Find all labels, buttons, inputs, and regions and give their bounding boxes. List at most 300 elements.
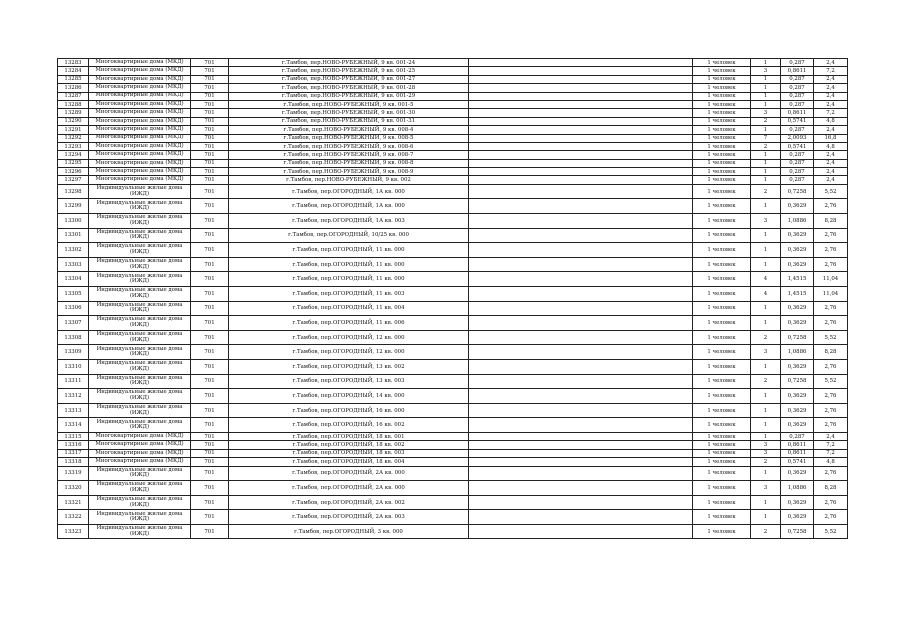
- volume-cell: 2,4: [814, 151, 848, 159]
- volume-cell: 8,28: [814, 481, 848, 496]
- volume-cell: 2,76: [814, 257, 848, 272]
- unit-cell: 1 человек: [693, 418, 751, 433]
- service-code-cell: 701: [191, 359, 229, 374]
- volume-cell: 4,8: [814, 117, 848, 125]
- norm-cell: 0,5741: [781, 458, 814, 466]
- record-id-cell: 13323: [58, 524, 89, 539]
- record-id-cell: 13313: [58, 403, 89, 418]
- empty-cell: [469, 374, 693, 389]
- norm-cell: 0,287: [781, 126, 814, 134]
- volume-cell: 2,76: [814, 243, 848, 258]
- volume-cell: 8,28: [814, 214, 848, 229]
- norm-cell: 0,8611: [781, 449, 814, 457]
- service-code-cell: 701: [191, 67, 229, 75]
- volume-cell: 2,76: [814, 403, 848, 418]
- persons-count-cell: 1: [751, 199, 781, 214]
- volume-cell: 2,4: [814, 84, 848, 92]
- record-id-cell: 13318: [58, 458, 89, 466]
- norm-cell: 0,287: [781, 75, 814, 83]
- table-row: [58, 168, 848, 176]
- persons-count-cell: 1: [751, 228, 781, 243]
- persons-count-cell: 1: [751, 92, 781, 100]
- table-row: [58, 510, 848, 525]
- record-id-cell: 13289: [58, 109, 89, 117]
- address-cell: г.Тамбов, пер.ОГОРОДНЫЙ, 18 кв. 002: [229, 441, 469, 449]
- address-cell: г.Тамбов, пер.НОВО-РУБЕЖНЫЙ, 9 кв. 008-5: [229, 134, 469, 142]
- service-code-cell: 701: [191, 481, 229, 496]
- empty-cell: [469, 142, 693, 150]
- record-id-cell: 13322: [58, 510, 89, 525]
- empty-cell: [469, 316, 693, 331]
- volume-cell: 2,76: [814, 466, 848, 481]
- volume-cell: 2,76: [814, 359, 848, 374]
- unit-cell: 1 человек: [693, 214, 751, 229]
- record-id-cell: 13297: [58, 176, 89, 184]
- empty-cell: [469, 59, 693, 67]
- persons-count-cell: 1: [751, 495, 781, 510]
- table-row: [58, 389, 848, 404]
- address-cell: г.Тамбов, пер.НОВО-РУБЕЖНЫЙ, 9 кв. 001-29: [229, 92, 469, 100]
- service-code-cell: 701: [191, 134, 229, 142]
- table-row: [58, 495, 848, 510]
- table-row: [58, 59, 848, 67]
- volume-cell: 5,52: [814, 524, 848, 539]
- volume-cell: 2,76: [814, 228, 848, 243]
- table-row: [58, 287, 848, 302]
- persons-count-cell: 1: [751, 159, 781, 167]
- volume-cell: 5,52: [814, 374, 848, 389]
- building-type-cell: Индивидуальные жилые дома (ИЖД): [89, 481, 191, 496]
- empty-cell: [469, 257, 693, 272]
- persons-count-cell: 3: [751, 214, 781, 229]
- persons-count-cell: 2: [751, 184, 781, 199]
- unit-cell: 1 человек: [693, 389, 751, 404]
- address-cell: г.Тамбов, пер.ОГОРОДНЫЙ, 16 кв. 002: [229, 418, 469, 433]
- unit-cell: 1 человек: [693, 374, 751, 389]
- unit-cell: 1 человек: [693, 67, 751, 75]
- persons-count-cell: 3: [751, 481, 781, 496]
- unit-cell: 1 человек: [693, 142, 751, 150]
- building-type-cell: Индивидуальные жилые дома (ИЖД): [89, 272, 191, 287]
- persons-count-cell: 1: [751, 75, 781, 83]
- address-cell: г.Тамбов, пер.НОВО-РУБЕЖНЫЙ, 9 кв. 001-27: [229, 75, 469, 83]
- service-code-cell: 701: [191, 84, 229, 92]
- record-id-cell: 13305: [58, 287, 89, 302]
- building-type-cell: Многоквартирные дома (МКД): [89, 75, 191, 83]
- volume-cell: 11,04: [814, 272, 848, 287]
- table-row: [58, 117, 848, 125]
- persons-count-cell: 1: [751, 389, 781, 404]
- building-type-cell: Многоквартирные дома (МКД): [89, 59, 191, 67]
- volume-cell: 2,76: [814, 389, 848, 404]
- unit-cell: 1 человек: [693, 243, 751, 258]
- table-row: [58, 458, 848, 466]
- service-code-cell: 701: [191, 458, 229, 466]
- unit-cell: 1 человек: [693, 272, 751, 287]
- building-type-cell: Многоквартирные дома (МКД): [89, 176, 191, 184]
- empty-cell: [469, 214, 693, 229]
- table-row: [58, 316, 848, 331]
- unit-cell: 1 человек: [693, 109, 751, 117]
- persons-count-cell: 1: [751, 316, 781, 331]
- norm-cell: 0,8611: [781, 109, 814, 117]
- norm-cell: 0,5741: [781, 117, 814, 125]
- norm-cell: 0,287: [781, 84, 814, 92]
- building-type-cell: Индивидуальные жилые дома (ИЖД): [89, 418, 191, 433]
- norm-cell: 0,3629: [781, 316, 814, 331]
- building-type-cell: Индивидуальные жилые дома (ИЖД): [89, 316, 191, 331]
- record-id-cell: 13310: [58, 359, 89, 374]
- building-type-cell: Индивидуальные жилые дома (ИЖД): [89, 466, 191, 481]
- record-id-cell: 13307: [58, 316, 89, 331]
- volume-cell: 2,4: [814, 176, 848, 184]
- norm-cell: 0,3629: [781, 466, 814, 481]
- record-id-cell: 13290: [58, 117, 89, 125]
- building-type-cell: Многоквартирные дома (МКД): [89, 92, 191, 100]
- persons-count-cell: 1: [751, 84, 781, 92]
- persons-count-cell: 1: [751, 257, 781, 272]
- record-id-cell: 13311: [58, 374, 89, 389]
- persons-count-cell: 2: [751, 117, 781, 125]
- empty-cell: [469, 301, 693, 316]
- unit-cell: 1 человек: [693, 257, 751, 272]
- document-sheet: [57, 58, 847, 539]
- service-code-cell: 701: [191, 345, 229, 360]
- records-table-body: [58, 59, 848, 539]
- record-id-cell: 13320: [58, 481, 89, 496]
- building-type-cell: Индивидуальные жилые дома (ИЖД): [89, 228, 191, 243]
- norm-cell: 0,3629: [781, 510, 814, 525]
- address-cell: г.Тамбов, пер.ОГОРОДНЫЙ, 11 кв. 006: [229, 316, 469, 331]
- unit-cell: 1 человек: [693, 359, 751, 374]
- building-type-cell: Индивидуальные жилые дома (ИЖД): [89, 301, 191, 316]
- record-id-cell: 13285: [58, 75, 89, 83]
- table-row: [58, 214, 848, 229]
- empty-cell: [469, 176, 693, 184]
- service-code-cell: 701: [191, 199, 229, 214]
- record-id-cell: 13308: [58, 330, 89, 345]
- table-row: [58, 126, 848, 134]
- empty-cell: [469, 481, 693, 496]
- unit-cell: 1 человек: [693, 524, 751, 539]
- record-id-cell: 13317: [58, 449, 89, 457]
- unit-cell: 1 человек: [693, 458, 751, 466]
- empty-cell: [469, 495, 693, 510]
- address-cell: г.Тамбов, пер.ОГОРОДНЫЙ, 18 кв. 004: [229, 458, 469, 466]
- persons-count-cell: 1: [751, 126, 781, 134]
- empty-cell: [469, 389, 693, 404]
- persons-count-cell: 4: [751, 272, 781, 287]
- persons-count-cell: 1: [751, 168, 781, 176]
- norm-cell: 1,4515: [781, 272, 814, 287]
- address-cell: г.Тамбов, пер.НОВО-РУБЕЖНЫЙ, 9 кв. 008-4: [229, 126, 469, 134]
- persons-count-cell: 1: [751, 403, 781, 418]
- address-cell: г.Тамбов, пер.ОГОРОДНЫЙ, 3 кв. 000: [229, 524, 469, 539]
- building-type-cell: Многоквартирные дома (МКД): [89, 432, 191, 440]
- service-code-cell: 701: [191, 287, 229, 302]
- address-cell: г.Тамбов, пер.НОВО-РУБЕЖНЫЙ, 9 кв. 001-28: [229, 84, 469, 92]
- empty-cell: [469, 441, 693, 449]
- table-row: [58, 330, 848, 345]
- unit-cell: 1 человек: [693, 228, 751, 243]
- address-cell: г.Тамбов, пер.ОГОРОДНЫЙ, 1А кв. 000: [229, 199, 469, 214]
- norm-cell: 0,7258: [781, 330, 814, 345]
- unit-cell: 1 человек: [693, 184, 751, 199]
- service-code-cell: 701: [191, 441, 229, 449]
- service-code-cell: 701: [191, 100, 229, 108]
- table-row: [58, 345, 848, 360]
- address-cell: г.Тамбов, пер.ОГОРОДНЫЙ, 18 кв. 001: [229, 432, 469, 440]
- table-row: [58, 418, 848, 433]
- volume-cell: 8,28: [814, 345, 848, 360]
- record-id-cell: 13315: [58, 432, 89, 440]
- norm-cell: 0,7258: [781, 184, 814, 199]
- persons-count-cell: 1: [751, 510, 781, 525]
- table-row: [58, 176, 848, 184]
- table-row: [58, 75, 848, 83]
- table-row: [58, 403, 848, 418]
- empty-cell: [469, 84, 693, 92]
- record-id-cell: 13306: [58, 301, 89, 316]
- service-code-cell: 701: [191, 92, 229, 100]
- volume-cell: 2,76: [814, 495, 848, 510]
- persons-count-cell: 1: [751, 151, 781, 159]
- empty-cell: [469, 184, 693, 199]
- empty-cell: [469, 432, 693, 440]
- volume-cell: 2,4: [814, 126, 848, 134]
- norm-cell: 0,3629: [781, 403, 814, 418]
- record-id-cell: 13303: [58, 257, 89, 272]
- norm-cell: 0,287: [781, 59, 814, 67]
- building-type-cell: Индивидуальные жилые дома (ИЖД): [89, 510, 191, 525]
- volume-cell: 7,2: [814, 441, 848, 449]
- volume-cell: 2,4: [814, 159, 848, 167]
- service-code-cell: 701: [191, 168, 229, 176]
- persons-count-cell: 3: [751, 345, 781, 360]
- record-id-cell: 13314: [58, 418, 89, 433]
- table-row: [58, 199, 848, 214]
- norm-cell: 0,3629: [781, 301, 814, 316]
- unit-cell: 1 человек: [693, 126, 751, 134]
- service-code-cell: 701: [191, 316, 229, 331]
- building-type-cell: Многоквартирные дома (МКД): [89, 67, 191, 75]
- norm-cell: 0,287: [781, 432, 814, 440]
- record-id-cell: 13296: [58, 168, 89, 176]
- building-type-cell: Индивидуальные жилые дома (ИЖД): [89, 345, 191, 360]
- volume-cell: 2,4: [814, 100, 848, 108]
- volume-cell: 2,76: [814, 510, 848, 525]
- unit-cell: 1 человек: [693, 84, 751, 92]
- table-row: [58, 301, 848, 316]
- service-code-cell: 701: [191, 159, 229, 167]
- empty-cell: [469, 243, 693, 258]
- unit-cell: 1 человек: [693, 75, 751, 83]
- norm-cell: 0,3629: [781, 418, 814, 433]
- building-type-cell: Индивидуальные жилые дома (ИЖД): [89, 374, 191, 389]
- table-row: [58, 432, 848, 440]
- service-code-cell: 701: [191, 184, 229, 199]
- record-id-cell: 13283: [58, 59, 89, 67]
- service-code-cell: 701: [191, 510, 229, 525]
- building-type-cell: Индивидуальные жилые дома (ИЖД): [89, 257, 191, 272]
- persons-count-cell: 3: [751, 109, 781, 117]
- norm-cell: 0,3629: [781, 199, 814, 214]
- service-code-cell: 701: [191, 495, 229, 510]
- volume-cell: 2,76: [814, 418, 848, 433]
- unit-cell: 1 человек: [693, 134, 751, 142]
- building-type-cell: Многоквартирные дома (МКД): [89, 458, 191, 466]
- records-table: [57, 58, 848, 539]
- unit-cell: 1 человек: [693, 92, 751, 100]
- service-code-cell: 701: [191, 432, 229, 440]
- address-cell: г.Тамбов, пер.НОВО-РУБЕЖНЫЙ, 9 кв. 008-8: [229, 159, 469, 167]
- unit-cell: 1 человек: [693, 345, 751, 360]
- building-type-cell: Многоквартирные дома (МКД): [89, 142, 191, 150]
- record-id-cell: 13288: [58, 100, 89, 108]
- address-cell: г.Тамбов, пер.ОГОРОДНЫЙ, 2А кв. 003: [229, 510, 469, 525]
- persons-count-cell: 2: [751, 374, 781, 389]
- persons-count-cell: 2: [751, 524, 781, 539]
- building-type-cell: Индивидуальные жилые дома (ИЖД): [89, 184, 191, 199]
- table-row: [58, 100, 848, 108]
- persons-count-cell: 2: [751, 142, 781, 150]
- volume-cell: 5,52: [814, 184, 848, 199]
- norm-cell: 1,0886: [781, 214, 814, 229]
- address-cell: г.Тамбов, пер.НОВО-РУБЕЖНЫЙ, 9 кв. 001-30: [229, 109, 469, 117]
- empty-cell: [469, 126, 693, 134]
- persons-count-cell: 1: [751, 432, 781, 440]
- building-type-cell: Многоквартирные дома (МКД): [89, 134, 191, 142]
- record-id-cell: 13309: [58, 345, 89, 360]
- record-id-cell: 13319: [58, 466, 89, 481]
- service-code-cell: 701: [191, 117, 229, 125]
- unit-cell: 1 человек: [693, 176, 751, 184]
- address-cell: г.Тамбов, пер.ОГОРОДНЫЙ, 14 кв. 000: [229, 389, 469, 404]
- table-row: [58, 151, 848, 159]
- unit-cell: 1 человек: [693, 159, 751, 167]
- norm-cell: 2,0093: [781, 134, 814, 142]
- table-row: [58, 109, 848, 117]
- service-code-cell: 701: [191, 126, 229, 134]
- record-id-cell: 13316: [58, 441, 89, 449]
- empty-cell: [469, 330, 693, 345]
- address-cell: г.Тамбов, пер.ОГОРОДНЫЙ, 11 кв. 000: [229, 243, 469, 258]
- building-type-cell: Индивидуальные жилые дома (ИЖД): [89, 287, 191, 302]
- unit-cell: 1 человек: [693, 316, 751, 331]
- volume-cell: 2,4: [814, 168, 848, 176]
- building-type-cell: Многоквартирные дома (МКД): [89, 168, 191, 176]
- empty-cell: [469, 134, 693, 142]
- persons-count-cell: 3: [751, 441, 781, 449]
- address-cell: г.Тамбов, пер.ОГОРОДНЫЙ, 11 кв. 000: [229, 257, 469, 272]
- norm-cell: 0,3629: [781, 257, 814, 272]
- record-id-cell: 13300: [58, 214, 89, 229]
- empty-cell: [469, 449, 693, 457]
- service-code-cell: 701: [191, 75, 229, 83]
- address-cell: г.Тамбов, пер.ОГОРОДНЫЙ, 1А кв. 003: [229, 214, 469, 229]
- table-row: [58, 84, 848, 92]
- building-type-cell: Индивидуальные жилые дома (ИЖД): [89, 243, 191, 258]
- norm-cell: 1,4515: [781, 287, 814, 302]
- norm-cell: 0,287: [781, 168, 814, 176]
- empty-cell: [469, 524, 693, 539]
- persons-count-cell: 1: [751, 418, 781, 433]
- record-id-cell: 13301: [58, 228, 89, 243]
- service-code-cell: 701: [191, 59, 229, 67]
- norm-cell: 1,0886: [781, 481, 814, 496]
- service-code-cell: 701: [191, 257, 229, 272]
- empty-cell: [469, 75, 693, 83]
- record-id-cell: 13304: [58, 272, 89, 287]
- address-cell: г.Тамбов, пер.НОВО-РУБЕЖНЫЙ, 9 кв. 002: [229, 176, 469, 184]
- norm-cell: 0,8611: [781, 441, 814, 449]
- table-row: [58, 134, 848, 142]
- table-row: [58, 142, 848, 150]
- norm-cell: 0,3629: [781, 495, 814, 510]
- building-type-cell: Индивидуальные жилые дома (ИЖД): [89, 359, 191, 374]
- empty-cell: [469, 418, 693, 433]
- address-cell: г.Тамбов, пер.НОВО-РУБЕЖНЫЙ, 9 кв. 001-31: [229, 117, 469, 125]
- address-cell: г.Тамбов, пер.ОГОРОДНЫЙ, 13 кв. 002: [229, 359, 469, 374]
- record-id-cell: 13302: [58, 243, 89, 258]
- service-code-cell: 701: [191, 142, 229, 150]
- empty-cell: [469, 359, 693, 374]
- building-type-cell: Индивидуальные жилые дома (ИЖД): [89, 389, 191, 404]
- norm-cell: 0,3629: [781, 389, 814, 404]
- record-id-cell: 13294: [58, 151, 89, 159]
- service-code-cell: 701: [191, 330, 229, 345]
- persons-count-cell: 1: [751, 176, 781, 184]
- service-code-cell: 701: [191, 214, 229, 229]
- table-row: [58, 466, 848, 481]
- table-row: [58, 184, 848, 199]
- norm-cell: 0,3629: [781, 243, 814, 258]
- volume-cell: 11,04: [814, 287, 848, 302]
- volume-cell: 7,2: [814, 109, 848, 117]
- norm-cell: 0,7258: [781, 524, 814, 539]
- persons-count-cell: 3: [751, 449, 781, 457]
- building-type-cell: Многоквартирные дома (МКД): [89, 126, 191, 134]
- unit-cell: 1 человек: [693, 199, 751, 214]
- persons-count-cell: 4: [751, 287, 781, 302]
- unit-cell: 1 человек: [693, 168, 751, 176]
- address-cell: г.Тамбов, пер.НОВО-РУБЕЖНЫЙ, 9 кв. 001-25: [229, 67, 469, 75]
- unit-cell: 1 человек: [693, 287, 751, 302]
- persons-count-cell: 1: [751, 359, 781, 374]
- address-cell: г.Тамбов, пер.ОГОРОДНЫЙ, 13 кв. 003: [229, 374, 469, 389]
- unit-cell: 1 человек: [693, 117, 751, 125]
- unit-cell: 1 человек: [693, 510, 751, 525]
- table-row: [58, 374, 848, 389]
- building-type-cell: Индивидуальные жилые дома (ИЖД): [89, 403, 191, 418]
- table-row: [58, 257, 848, 272]
- address-cell: г.Тамбов, пер.НОВО-РУБЕЖНЫЙ, 9 кв. 001-5: [229, 100, 469, 108]
- persons-count-cell: 2: [751, 458, 781, 466]
- unit-cell: 1 человек: [693, 330, 751, 345]
- address-cell: г.Тамбов, пер.НОВО-РУБЕЖНЫЙ, 9 кв. 008-6: [229, 142, 469, 150]
- address-cell: г.Тамбов, пер.ОГОРОДНЫЙ, 11 кв. 000: [229, 272, 469, 287]
- norm-cell: 0,5741: [781, 142, 814, 150]
- address-cell: г.Тамбов, пер.ОГОРОДНЫЙ, 18 кв. 003: [229, 449, 469, 457]
- service-code-cell: 701: [191, 466, 229, 481]
- address-cell: г.Тамбов, пер.НОВО-РУБЕЖНЫЙ, 9 кв. 001-24: [229, 59, 469, 67]
- empty-cell: [469, 466, 693, 481]
- building-type-cell: Индивидуальные жилые дома (ИЖД): [89, 495, 191, 510]
- unit-cell: 1 человек: [693, 495, 751, 510]
- address-cell: г.Тамбов, пер.ОГОРОДНЫЙ, 1А кв. 000: [229, 184, 469, 199]
- building-type-cell: Многоквартирные дома (МКД): [89, 449, 191, 457]
- service-code-cell: 701: [191, 176, 229, 184]
